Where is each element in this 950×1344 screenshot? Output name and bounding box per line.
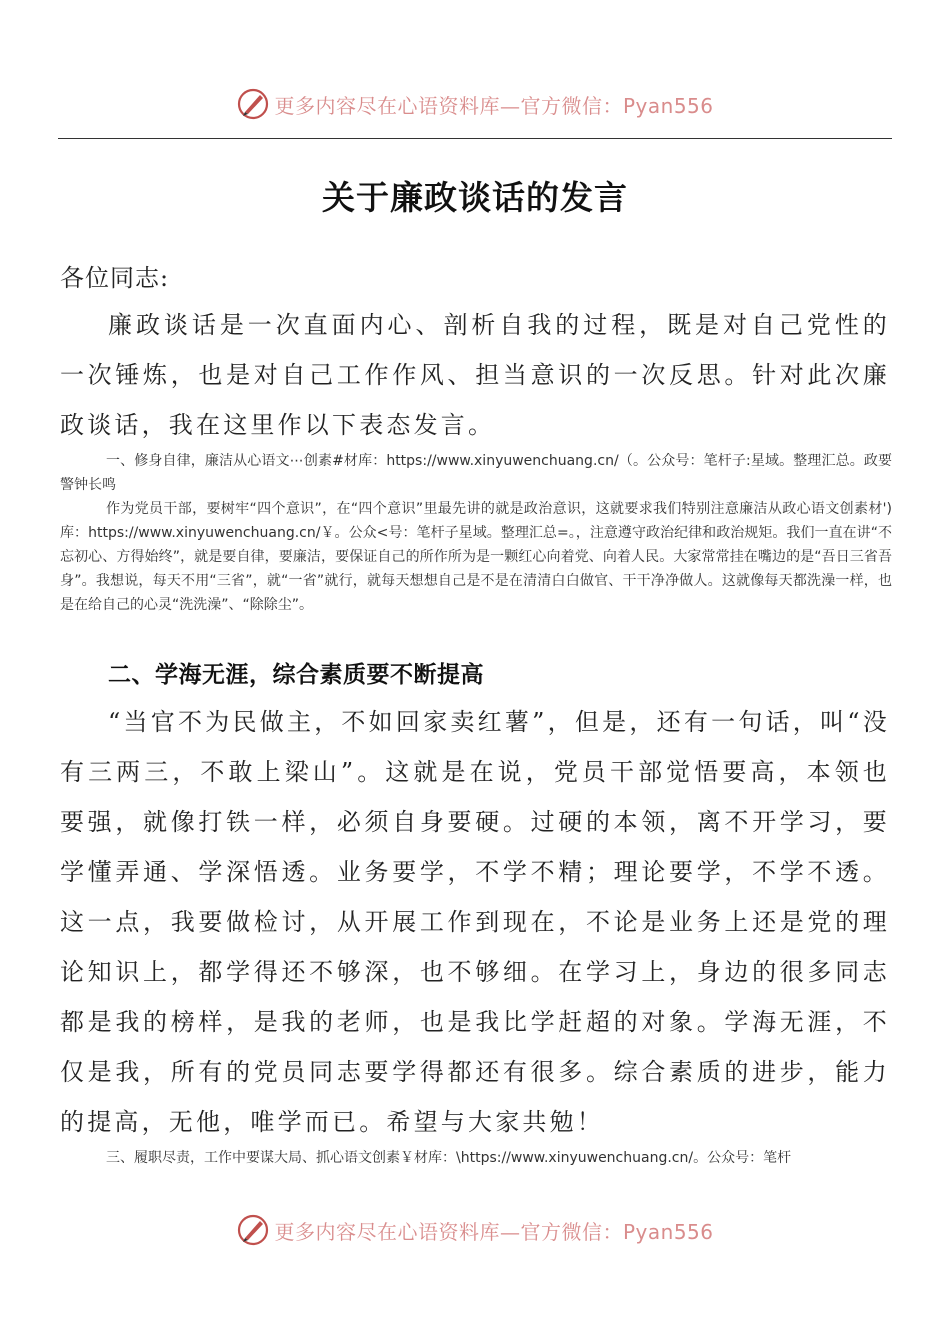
section2-body: “当官不为民做主，不如回家卖红薯”，但是，还有一句话，叫“没有三两三，不敢上梁山”。这就是在说，党员干部觉悟要高，本领也要强，就像打铁一样，必须自身要硬。过硬的本领，离不开学习，要学懂弄通、学深悟透。业务要学，不学不精；理论要学，不学不透。这一点，我要做检讨，从开展工作到现在，不论是业务上还是党的理论知识上，都学得还不够深，也不够细。在学习上，身边的很多同志都是我的榜样，是我的老师，也是我比学赶超的对象。学海无涯，不仅是我，所有的党员同志要学得都还有很多。综合素质的进步，能力的提高，无他，唯学而已。希望与大家共勉！ — [60, 708, 890, 1136]
banner-text: 更多内容尽在心语资料库—官方微信：Pyan556 — [274, 1219, 714, 1244]
section1-body: 作为党员干部，要树牢“四个意识”，在“四个意识”里最先讲的就是政治意识，这就要求我们特别注意廉洁从政心语文创素材')库：https://www.xinyuwenchuang.cn/￥。公众<号：笔杆子星域。整理汇总=。，注意遵守政治纪律和政治规矩。我们一直在讲“不忘初心、方得始终”，就是要自律，要廉洁，要保证自己的所作所为是一颗红心向着党、向着人民。大家常常挂在嘴边的是“吾日三省吾身”。我想说，每天不用“三省”，就“一省”就行，就每天想想自己是不是在清清白白做官、干干净净做人。这就像每天都洗澡一样，也是在给自己的心灵“洗洗澡”、“除除尘”。 — [60, 501, 892, 613]
section1-title-line: 一、修身自律，廉洁从心语文⋯创素#材库：https://www.xinyuwenchuang.cn/（。公众号：笔杆子:星域。整理汇总。政要警钟长鸣 — [60, 453, 892, 493]
wechat-id: Pyan556 — [622, 93, 714, 118]
footer-banner — [0, 1210, 950, 1250]
page-title: 关于廉政谈话的发言 — [322, 178, 628, 217]
pen-logo-icon — [236, 1213, 270, 1247]
banner-text: 更多内容尽在心语资料库—官方微信：Pyan556 — [274, 93, 714, 118]
wechat-id: Pyan556 — [622, 1219, 714, 1244]
header-divider — [58, 138, 892, 139]
section2-heading: 二、学海无涯，综合素质要不断提高 — [108, 662, 484, 688]
section3-title-line: 三、履职尽责，工作中要谋大局、抓心语文创素￥材库：\https://www.xinyuwenchuang.cn/。公众号：笔杆 — [106, 1150, 792, 1166]
salutation: 各位同志: — [60, 264, 170, 292]
pen-logo-icon — [236, 87, 270, 121]
intro-paragraph: 廉政谈话是一次直面内心、剖析自我的过程，既是对自己党性的一次锤炼，也是对自己工作作风、担当意识的一次反思。针对此次廉政谈话，我在这里作以下表态发言。 — [60, 311, 890, 439]
header-banner — [0, 84, 950, 124]
